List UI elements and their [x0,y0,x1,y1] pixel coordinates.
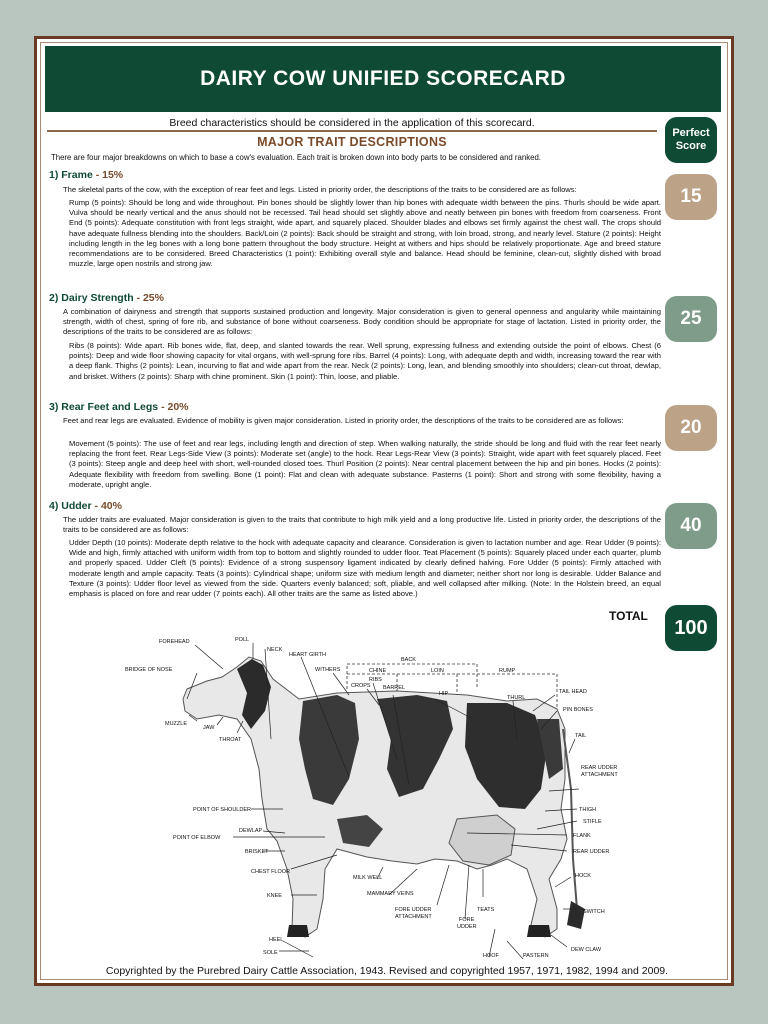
trait-heading-udder [49,500,122,512]
label-poll: POLL [235,637,250,643]
label-chine: CHINE [369,668,387,674]
score-badge-frame: 15 [665,174,717,220]
label-stifle: STIFLE [583,819,602,825]
trait-percent: - 20% [161,401,189,413]
label-sole: SOLE [263,950,278,956]
label-knee: KNEE [267,893,282,899]
label-heel: HEEL [269,937,284,943]
trait-details-udder: Udder Depth (10 points): Moderate depth relative to the hock with adequate capacity and clearance. Consideration is given to lactation number and age. Rear Udder (9 points): Wide and high, firmly attached with uniform width from top to bottom and slightly rounded to udder floor. Teat Placement (5 points): Squarely placed under each quarter, plumb and properly spaced. Udder Cleft (5 points): Evidence of a strong suspensory ligament indicated by clearly defined halving. Fore Udder (5 points): Firmly attached with moderate length and ample capacity. Teats (3 points): Cylindrical shape; uniform size with medium length and diameter; neither short nor long is desirable. Udder Balance and Texture (3 points): Udder floor level as viewed from the side. Quarters evenly balanced; soft, pliable, and well collapsed after milking. (Note: In the Holstein breed, an equal emphasis is placed on fore and rear udder (7 points each). All other traits are the same as listed above.) [69,538,661,599]
label-hock: HOCK [575,873,591,879]
trait-percent: - 40% [94,500,122,512]
subtitle: Breed characteristics should be considered in the application of this scorecard. [169,117,535,129]
label-ribs: RIBS [369,677,382,683]
label-forehead: FOREHEAD [159,639,190,645]
label-withers: WITHERS [315,667,341,673]
label-rear-udder: REAR UDDER [573,849,610,855]
label-pastern: PASTERN [523,953,549,959]
label-fore-udder-2: UDDER [457,924,477,930]
total-label: TOTAL [609,609,648,623]
label-point-of-shoulder: POINT OF SHOULDER [193,807,251,813]
perfect-score-line1: Perfect [672,127,710,139]
trait-percent: - 25% [136,292,164,304]
trait-details-rear-feet-legs: Movement (5 points): The use of feet and rear legs, including length and direction of step. When walking naturally, the stride should be long and fluid with the rear feet nearly replacing the front feet. Rear Legs-Side View (3 points): Moderate set (angle) to the hock. Rear Legs-Rear View (3 points): Straight, wide apart with feet squarely placed. Feet (3 points): Steep angle and deep heel with short, well-rounded closed toes. Thurl Position (2 points): Near central placement between the hip and pin bones. Hocks (2 points): Adequate flexibility with freedom from swelling. Bone (1 point): Flat and clean with adequate substance. Pasterns (1 point): Short and strong with some flexibility, having a moderate, upright angle. [69,439,661,489]
label-fore-udder-attachment: FORE UDDER [395,907,432,913]
label-brisket: BRISKET [245,849,269,855]
label-rear-udder-attachment-2: ATTACHMENT [581,772,618,778]
label-jaw: JAW [203,725,215,731]
label-tail-head: TAIL HEAD [559,689,587,695]
label-back: BACK [401,657,416,663]
trait-name: Rear Feet and Legs [61,401,159,413]
trait-intro-frame: The skeletal parts of the cow, with the exception of rear feet and legs. Listed in priority order, the descriptions of the traits to be considered are as follows: [63,185,577,194]
trait-number: 3) [49,401,59,413]
label-switch: SWITCH [583,909,605,915]
label-tail: TAIL [575,733,587,739]
trait-heading-dairy-strength [49,292,164,304]
trait-details-frame: Rump (5 points): Should be long and wide throughout. Pin bones should be slightly lower than hip bones with adequate width between the pins. Thurls should be wide apart. Vulva should be nearly vertical and the anus should not be recessed. Tail head should set slightly above and neatly between pin bones with freedom from coarseness. Front End (5 points): Adequate constitution with front legs straight, wide apart, and squarely placed. Shoulder blades and elbows set firmly against the chest wall. The crops should have adequate fullness blending into the shoulders. Back/Loin (2 points): Back should be straight and strong, with loin broad, strong, and nearly level. Stature (2 points): Height including length in the leg bones with a long bone pattern throughout the body structure. Height at withers and hips should be relatively proportionate. Age and breed stature recommendations are to be considered. Breed Characteristics (1 point): Exhibiting overall style and balance. Head should be feminine, clean-cut, slightly dished with broad muzzle, large open nostrils and strong jaw. [69,198,661,269]
label-bridge-of-nose: BRIDGE OF NOSE [125,667,173,673]
trait-percent: - 15% [95,169,124,181]
label-thigh: THIGH [579,807,597,813]
label-dew-claw: DEW CLAW [571,947,602,953]
label-hoof: HOOF [483,953,499,959]
label-crops: CROPS [351,683,371,689]
trait-intro-udder: The udder traits are evaluated. Major consideration is given to the traits that contribute to high milk yield and a long productive life. Listed in priority order, the descriptions of the traits to be considered are as follows: [63,515,661,535]
score-badge-udder: 40 [665,503,717,549]
divider [47,130,657,132]
trait-heading-frame [49,169,123,181]
scorecard-frame [34,36,734,986]
label-loin: LOIN [431,668,444,674]
trait-details-dairy-strength: Ribs (8 points): Wide apart. Rib bones wide, flat, deep, and slanted towards the rear. Well sprung, expressing fullness and extending outside the point of elbows. Chest (6 points): Deep and wide floor showing capacity for vital organs, with well-sprung fore ribs. Barrel (4 points): Long, with adequate depth and width, increasing toward the rear with a deep flank. Thighs (2 points): Lean, incurving to flat and wide apart from the rear. Neck (2 points): Long, lean, and blending smoothly into shoulders; clean-cut throat, dewlap, and brisket. Withers (2 points): Sharp with chine prominent. Skin (1 point): Thin, loose, and pliable. [69,341,661,381]
intro-text: There are four major breakdowns on which to base a cow's evaluation. Each trait is broken down into body parts to be considered and ranked. [51,153,541,162]
trait-intro-dairy-strength: A combination of dairyness and strength that supports sustained production and longevity. Major consideration is given to general openness and angularity while maintaining strength, width of chest, spring of fore rib, and substance of bone without coarseness. Body condition should be appropriate for stage of lactation. Listed in priority order, the descriptions of the traits to be considered are as follows: [63,307,661,337]
label-muzzle: MUZZLE [165,721,187,727]
trait-number: 2) [49,292,59,304]
label-fore-udder: FORE [459,917,475,923]
label-barrel: BARREL [383,685,406,691]
trait-intro-rear-feet-legs: Feet and rear legs are evaluated. Evidence of mobility is given major consideration. Listed in priority order, the descriptions of the traits to be considered are as follows: [63,416,624,425]
label-throat: THROAT [219,737,242,743]
label-pin-bones: PIN BONES [563,707,593,713]
trait-number: 1) [49,169,59,181]
trait-name: Dairy Strength [61,292,134,304]
page-title: DAIRY COW UNIFIED SCORECARD [200,67,566,90]
label-hip: HIP [439,691,449,697]
perfect-score-badge [665,117,717,163]
copyright-notice: Copyrighted by the Purebred Dairy Cattle Association, 1943. Revised and copyrighted 1957, 1971, 1982, 1994 and 2009. [105,965,669,977]
perfect-score-line2: Score [675,140,707,152]
label-teats: TEATS [477,907,495,913]
title-banner [45,46,721,112]
score-badge-dairy-strength: 25 [665,296,717,342]
label-rump: RUMP [499,668,516,674]
trait-number: 4) [49,500,59,512]
label-fore-udder-attachment-2: ATTACHMENT [395,914,432,920]
trait-heading-rear-feet-legs [49,401,189,413]
score-badge-rear-feet-legs: 20 [665,405,717,451]
label-chest-floor: CHEST FLOOR [251,869,291,875]
label-point-of-elbow: POINT OF ELBOW [173,835,221,841]
trait-name: Frame [61,169,93,181]
label-mammary-veins: MAMMARY VEINS [367,891,414,897]
label-heart-girth: HEART GIRTH [289,652,326,658]
label-rear-udder-attachment: REAR UDDER [581,765,618,771]
label-flank: FLANK [573,833,591,839]
score-badge-total: 100 [665,605,717,651]
label-dewlap: DEWLAP [239,828,263,834]
section-heading: MAJOR TRAIT DESCRIPTIONS [257,135,447,149]
label-milk-well: MILK WELL [353,875,383,881]
label-neck: NECK [267,647,283,653]
trait-name: Udder [61,500,92,512]
cow-diagram [37,629,729,959]
label-thurl: THURL [507,695,526,701]
